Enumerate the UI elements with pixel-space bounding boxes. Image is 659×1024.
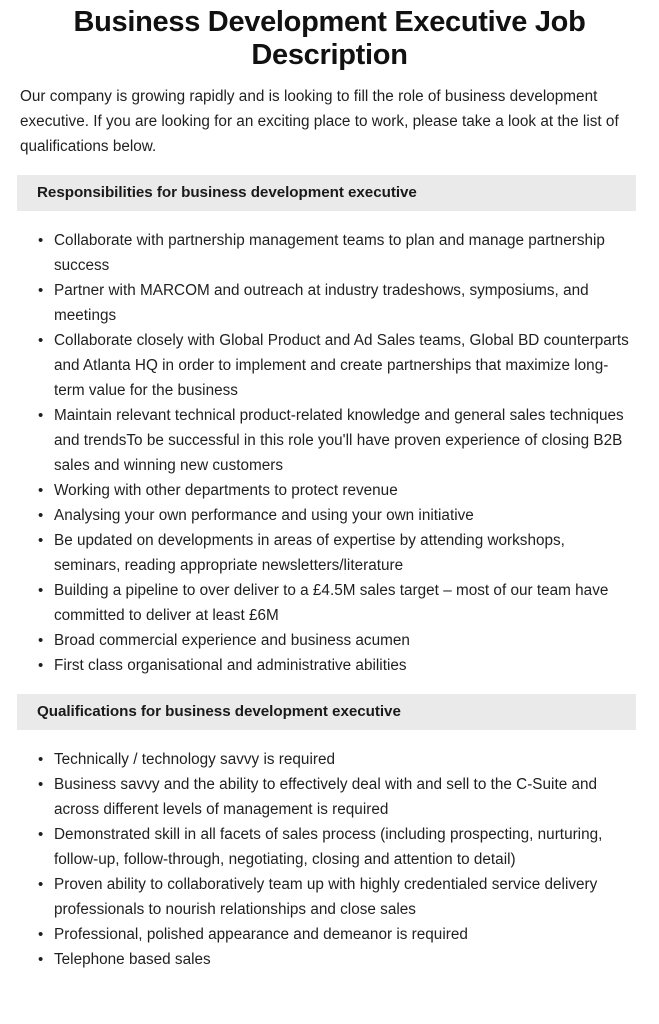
list-item: • Technically / technology savvy is required xyxy=(0,747,659,772)
section-responsibilities xyxy=(0,175,659,678)
list-item: • Professional, polished appearance and demeanor is required xyxy=(0,922,659,947)
list-item: • Proven ability to collaboratively team up with highly credentialed service delivery professionals to nourish relationships and close sales xyxy=(0,872,659,922)
section-heading-responsibilities: Responsibilities for business development executive xyxy=(17,175,636,211)
page-title: Business Development Executive Job Description xyxy=(73,6,586,71)
list-item: • Be updated on developments in areas of expertise by attending workshops, seminars, reading appropriate newsletters/literature xyxy=(0,528,659,578)
list-item: • Analysing your own performance and using your own initiative xyxy=(0,503,659,528)
responsibilities-list xyxy=(0,228,659,678)
list-item: • Building a pipeline to over deliver to a £4.5M sales target – most of our team have committed to deliver at least £6M xyxy=(0,578,659,628)
list-item: • Collaborate with partnership management teams to plan and manage partnership success xyxy=(0,228,659,278)
section-heading-qualifications: Qualifications for business development executive xyxy=(17,694,636,730)
section-qualifications xyxy=(0,694,659,972)
list-item: • Telephone based sales xyxy=(0,947,659,972)
list-item: • Broad commercial experience and business acumen xyxy=(0,628,659,653)
intro-paragraph: Our company is growing rapidly and is looking to fill the role of business development executive. If you are looking for an exciting place to work, please take a look at the list of qualifications below. xyxy=(20,88,619,155)
qualifications-list xyxy=(0,747,659,972)
list-item: • Business savvy and the ability to effectively deal with and sell to the C-Suite and across different levels of management is required xyxy=(0,772,659,822)
list-item: • Partner with MARCOM and outreach at industry tradeshows, symposiums, and meetings xyxy=(0,278,659,328)
list-item: • Maintain relevant technical product-related knowledge and general sales techniques and trendsTo be successful in this role you'll have proven experience of closing B2B sales and winning new customers xyxy=(0,403,659,478)
spacer xyxy=(0,730,659,747)
spacer xyxy=(0,211,659,228)
list-item: • First class organisational and administrative abilities xyxy=(0,653,659,678)
list-item: • Collaborate closely with Global Product and Ad Sales teams, Global BD counterparts and Atlanta HQ in order to implement and create partnerships that maximize long-term value for the business xyxy=(0,328,659,403)
list-item: • Working with other departments to protect revenue xyxy=(0,478,659,503)
list-item: • Demonstrated skill in all facets of sales process (including prospecting, nurturing, follow-up, follow-through, negotiating, closing and attention to detail) xyxy=(0,822,659,872)
